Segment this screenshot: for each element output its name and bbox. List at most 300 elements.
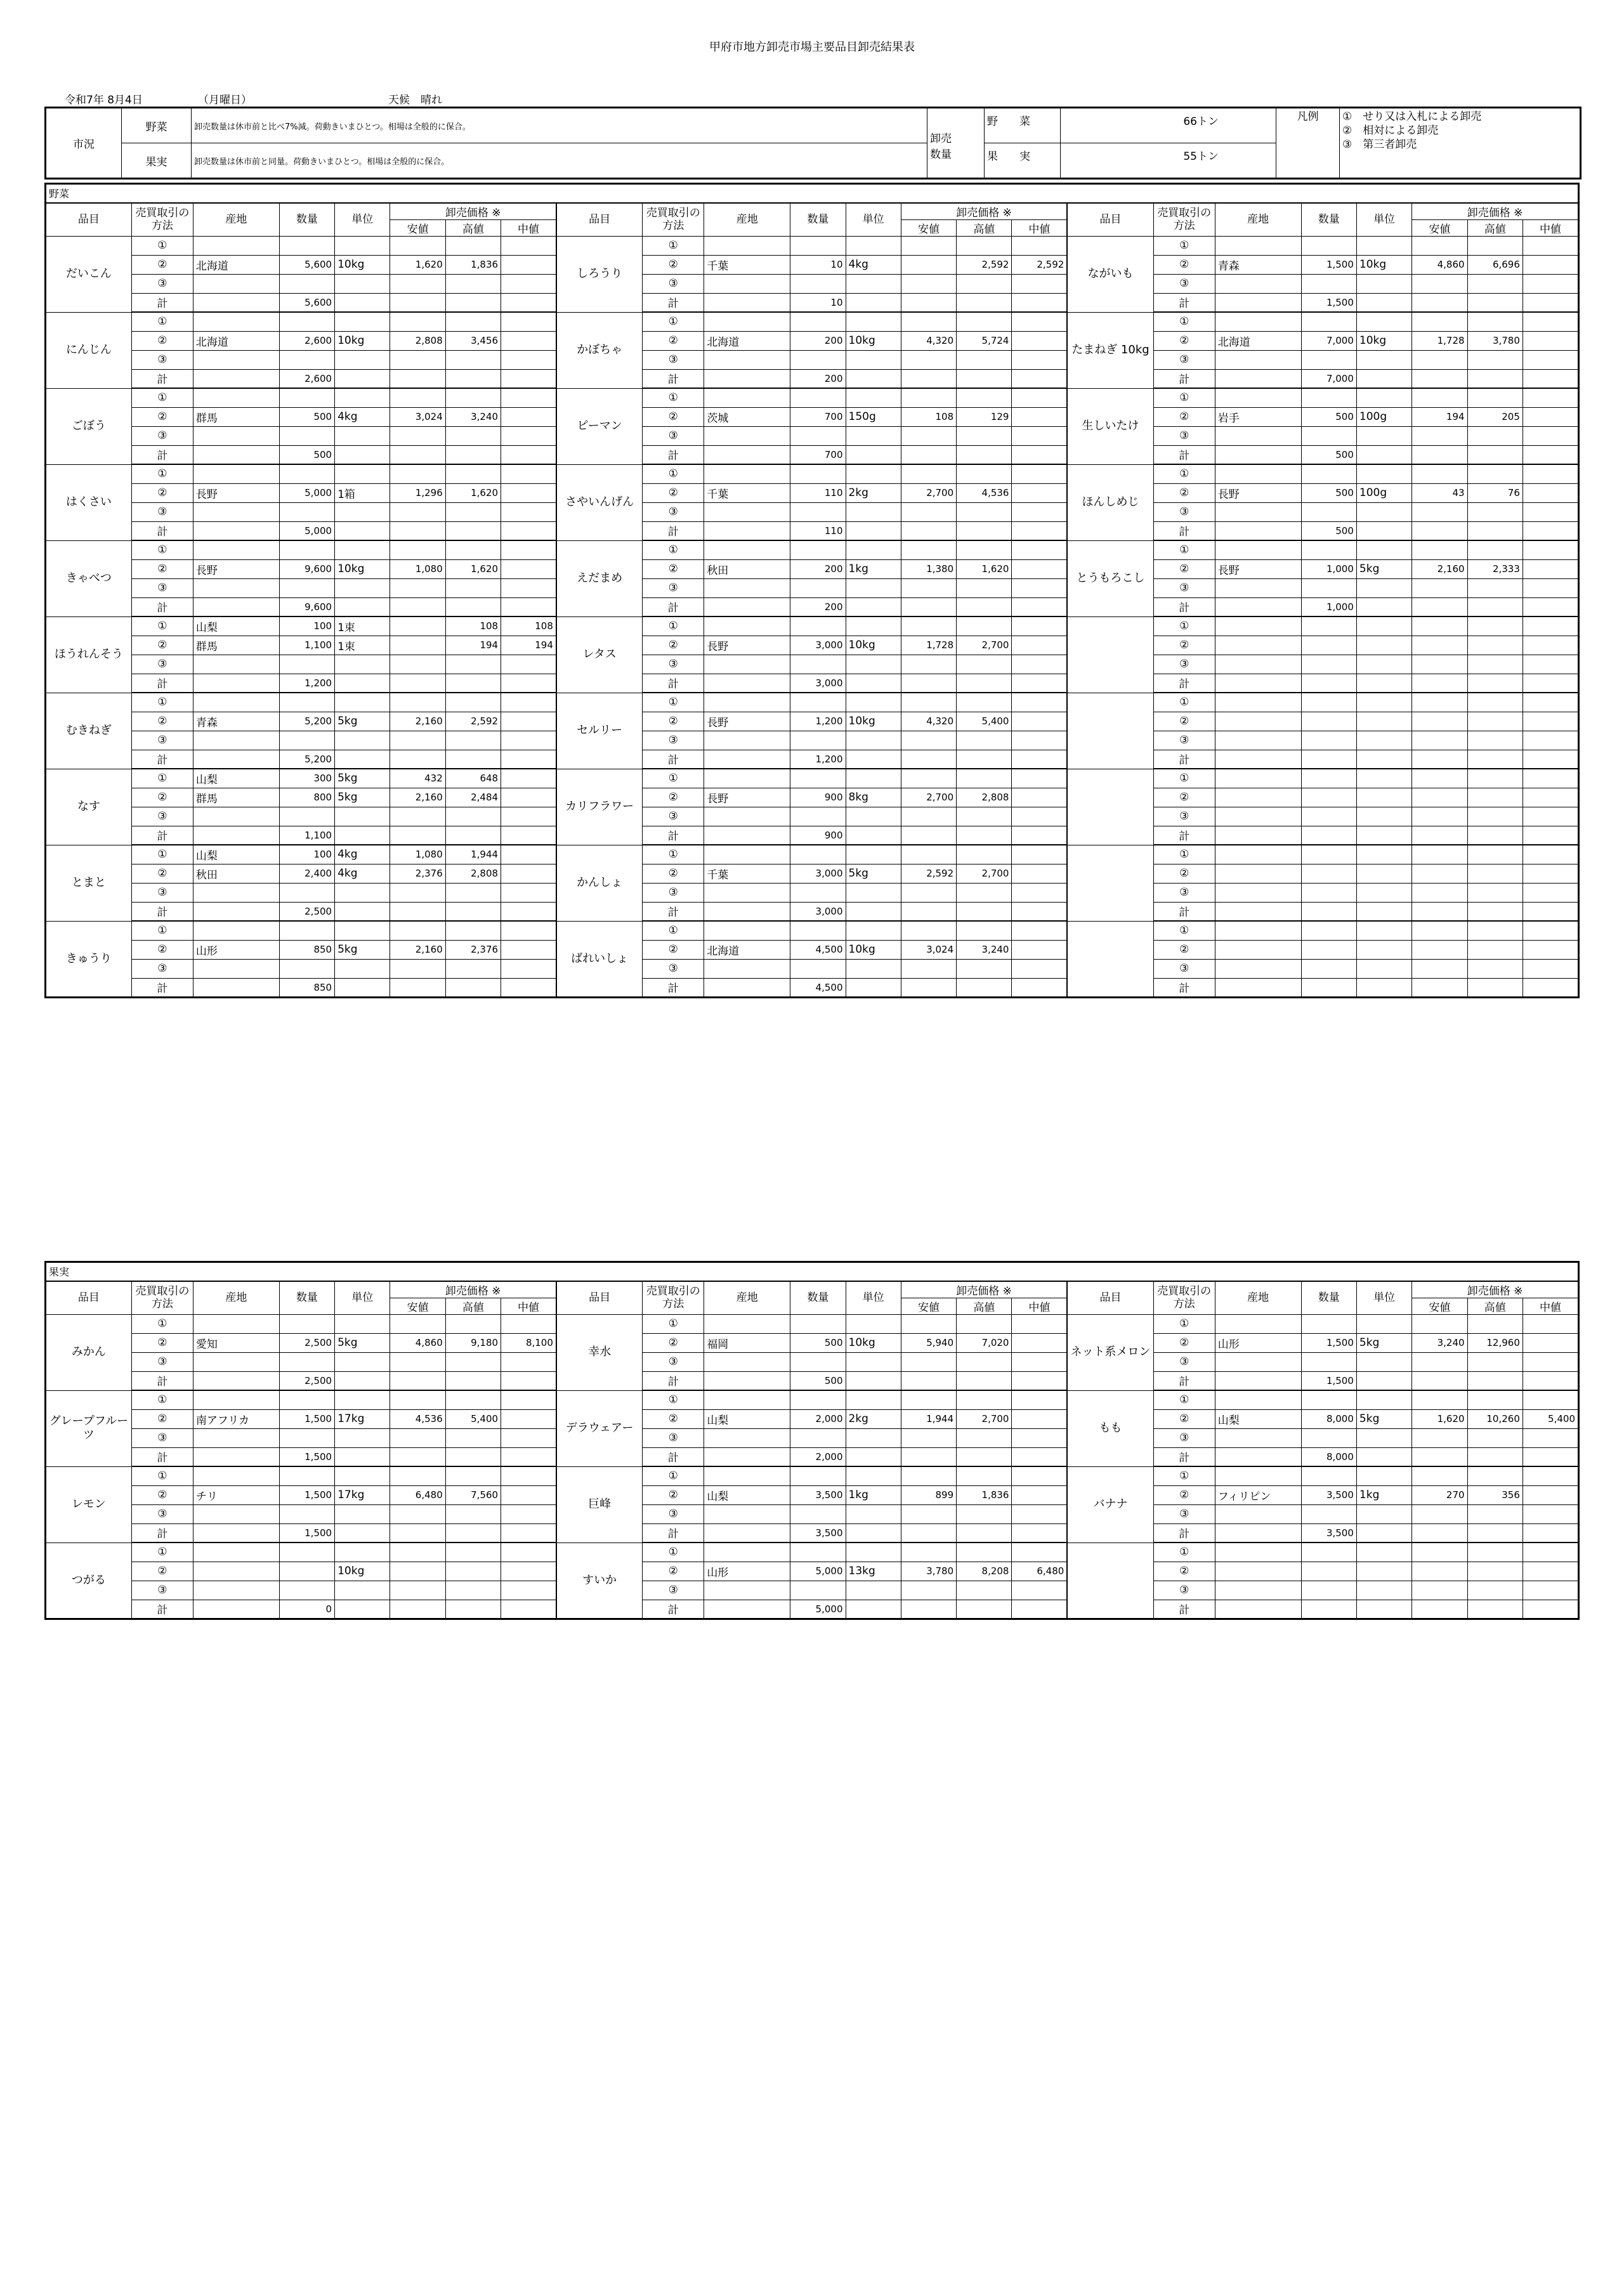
low-price-cell (1412, 369, 1467, 388)
mid-price-cell (1012, 407, 1067, 426)
method-code: ② (643, 788, 704, 807)
low-price-cell (390, 1581, 445, 1600)
method-code: ③ (1153, 426, 1215, 445)
origin-cell (1215, 921, 1301, 940)
low-price-cell: 4,860 (390, 1333, 445, 1352)
high-price-cell (957, 1447, 1012, 1466)
mid-price-cell (501, 769, 556, 788)
low-price-cell (901, 883, 956, 902)
quantity-cell: 1,500 (279, 1485, 334, 1504)
quantity-cell (790, 1466, 846, 1485)
high-price-cell: 9,180 (445, 1333, 501, 1352)
quantity-cell (1301, 902, 1356, 921)
unit-cell (846, 578, 901, 597)
origin-cell (193, 1428, 279, 1447)
unit-cell (846, 750, 901, 769)
high-price-cell (957, 883, 1012, 902)
mid-price-cell (1522, 1352, 1578, 1371)
origin-cell (1215, 1390, 1301, 1409)
column-header-method: 売買取引の方法 (131, 1281, 193, 1315)
item-name: ながいも (1067, 236, 1153, 312)
unit-cell: 5kg (846, 864, 901, 883)
method-code: 計 (131, 902, 193, 921)
low-price-cell (901, 1504, 956, 1523)
high-price-cell (957, 826, 1012, 845)
unit-cell: 2kg (846, 483, 901, 502)
unit-cell (335, 1543, 390, 1562)
method-code: ③ (131, 274, 193, 293)
method-code: ① (643, 464, 704, 483)
mid-price-cell (1012, 331, 1067, 350)
quantity-cell: 8,000 (1301, 1447, 1356, 1466)
method-code: ② (131, 864, 193, 883)
item-name (1067, 1543, 1153, 1619)
high-price-cell: 356 (1467, 1485, 1522, 1504)
mid-price-cell (1012, 236, 1067, 255)
report-date: 令和7年 8月4日 (65, 94, 143, 107)
quantity-cell: 500 (1301, 521, 1356, 540)
origin-cell: 山梨 (193, 616, 279, 636)
origin-cell (193, 693, 279, 712)
unit-cell (1356, 445, 1411, 464)
unit-cell (846, 807, 901, 826)
high-price-cell (445, 236, 501, 255)
unit-cell (846, 1466, 901, 1485)
origin-cell: 青森 (1215, 255, 1301, 274)
quantity-cell: 3,500 (790, 1523, 846, 1543)
method-code: ③ (131, 1428, 193, 1447)
method-code: ① (1153, 1314, 1215, 1333)
column-header-method: 売買取引の方法 (1153, 1281, 1215, 1315)
low-price-cell (390, 426, 445, 445)
quantity-cell (790, 388, 846, 407)
high-price-cell (1467, 1543, 1522, 1562)
mid-price-cell (1012, 293, 1067, 312)
mid-price-cell (1012, 1485, 1067, 1504)
method-code: ② (1153, 788, 1215, 807)
low-price-cell (390, 655, 445, 674)
high-price-cell: 7,560 (445, 1485, 501, 1504)
low-price-cell (901, 255, 956, 274)
origin-cell (1215, 902, 1301, 921)
low-price-cell (901, 1428, 956, 1447)
low-price-cell (390, 1428, 445, 1447)
quantity-cell (279, 883, 334, 902)
quantity-cell: 500 (1301, 483, 1356, 502)
low-price-cell (390, 1466, 445, 1485)
origin-cell (193, 540, 279, 559)
mid-price-cell (1522, 616, 1578, 636)
method-code: ① (643, 236, 704, 255)
high-price-cell: 1,836 (957, 1485, 1012, 1504)
vegetable-results-table (44, 183, 1580, 998)
method-code: ② (643, 407, 704, 426)
unit-cell (335, 655, 390, 674)
unit-cell (335, 674, 390, 693)
unit-cell: 17kg (335, 1409, 390, 1428)
mid-price-cell (501, 1390, 556, 1409)
high-price-cell (445, 578, 501, 597)
origin-cell (1215, 1447, 1301, 1466)
low-price-cell: 2,592 (901, 864, 956, 883)
method-code: ③ (131, 502, 193, 521)
high-price-cell (1467, 293, 1522, 312)
unit-cell (846, 540, 901, 559)
low-price-cell (901, 1523, 956, 1543)
method-code: ③ (131, 578, 193, 597)
mid-price-cell (1522, 1562, 1578, 1581)
unit-cell (335, 1523, 390, 1543)
low-price-cell (901, 350, 956, 369)
low-price-cell (1412, 712, 1467, 731)
quantity-cell: 500 (1301, 445, 1356, 464)
origin-cell (704, 731, 790, 750)
quantity-cell (790, 236, 846, 255)
mid-price-cell (1522, 578, 1578, 597)
mid-price-cell (1522, 940, 1578, 959)
item-name: デラウェアー (556, 1390, 643, 1466)
column-header-high: 高値 (957, 219, 1012, 236)
origin-cell (704, 769, 790, 788)
mid-price-cell (1012, 1466, 1067, 1485)
origin-cell: 福岡 (704, 1333, 790, 1352)
quantity-cell (279, 350, 334, 369)
unit-cell (335, 921, 390, 940)
origin-cell (704, 845, 790, 864)
mid-price-cell (1522, 655, 1578, 674)
unit-cell (846, 350, 901, 369)
quantity-cell: 200 (790, 369, 846, 388)
high-price-cell: 194 (445, 636, 501, 655)
high-price-cell (445, 1314, 501, 1333)
high-price-cell (957, 274, 1012, 293)
item-name: だいこん (46, 236, 132, 312)
method-code: ③ (131, 655, 193, 674)
mid-price-cell (501, 274, 556, 293)
low-price-cell (1412, 959, 1467, 978)
low-price-cell: 5,940 (901, 1333, 956, 1352)
unit-cell (335, 597, 390, 616)
quantity-cell (790, 1543, 846, 1562)
mid-price-cell (1012, 426, 1067, 445)
column-header-low: 安値 (390, 1298, 445, 1314)
low-price-cell (901, 1581, 956, 1600)
mid-price-cell (1522, 1428, 1578, 1447)
unit-cell (1356, 578, 1411, 597)
unit-cell (335, 464, 390, 483)
method-code: ① (131, 616, 193, 636)
mid-price-cell (1522, 1371, 1578, 1390)
origin-cell (704, 978, 790, 997)
low-price-cell (1412, 1581, 1467, 1600)
high-price-cell (445, 1428, 501, 1447)
mid-price-cell (501, 426, 556, 445)
item-name: ピーマン (556, 388, 643, 464)
unit-cell: 4kg (846, 255, 901, 274)
unit-cell: 1kg (846, 559, 901, 578)
unit-cell (335, 1428, 390, 1447)
low-price-cell (901, 902, 956, 921)
origin-cell: 群馬 (193, 407, 279, 426)
low-price-cell (901, 1466, 956, 1485)
low-price-cell (390, 312, 445, 331)
mid-price-cell (1522, 388, 1578, 407)
unit-cell (1356, 750, 1411, 769)
origin-cell (704, 1428, 790, 1447)
origin-cell (1215, 540, 1301, 559)
unit-cell (1356, 502, 1411, 521)
method-code: ② (131, 483, 193, 502)
high-price-cell: 1,620 (445, 559, 501, 578)
column-header-unit: 単位 (335, 203, 390, 237)
mid-price-cell (1012, 597, 1067, 616)
low-price-cell (1412, 388, 1467, 407)
unit-cell (1356, 940, 1411, 959)
low-price-cell (390, 826, 445, 845)
high-price-cell (957, 769, 1012, 788)
origin-cell: フィリピン (1215, 1485, 1301, 1504)
high-price-cell (1467, 864, 1522, 883)
item-name: レモン (46, 1466, 132, 1543)
origin-cell (193, 1352, 279, 1371)
origin-cell (704, 1314, 790, 1333)
mid-price-cell (501, 959, 556, 978)
unit-cell (335, 978, 390, 997)
method-code: ③ (1153, 350, 1215, 369)
high-price-cell (1467, 959, 1522, 978)
method-code: ② (643, 712, 704, 731)
mid-price-cell (1012, 674, 1067, 693)
quantity-cell (279, 1562, 334, 1581)
low-price-cell (1412, 636, 1467, 655)
quantity-cell: 5,000 (279, 521, 334, 540)
method-code: 計 (131, 674, 193, 693)
mid-price-cell (1522, 1447, 1578, 1466)
low-price-cell (901, 750, 956, 769)
mid-price-cell (1012, 1543, 1067, 1562)
unit-cell (335, 883, 390, 902)
mid-price-cell (1522, 864, 1578, 883)
high-price-cell: 1,620 (957, 559, 1012, 578)
high-price-cell (445, 1504, 501, 1523)
method-code: ② (1153, 1333, 1215, 1352)
unit-cell: 10kg (335, 255, 390, 274)
quantity-cell: 2,500 (279, 1371, 334, 1390)
origin-cell (193, 1390, 279, 1409)
method-code: 計 (643, 1371, 704, 1390)
quantity-cell: 5,200 (279, 750, 334, 769)
high-price-cell: 5,400 (957, 712, 1012, 731)
low-price-cell (390, 1314, 445, 1333)
quantity-cell (1301, 693, 1356, 712)
unit-cell (846, 845, 901, 864)
quantity-cell (1301, 578, 1356, 597)
unit-cell: 10kg (846, 331, 901, 350)
method-code: ② (131, 1333, 193, 1352)
origin-cell (1215, 883, 1301, 902)
origin-cell: 長野 (193, 559, 279, 578)
method-code: 計 (643, 1600, 704, 1619)
high-price-cell (957, 312, 1012, 331)
low-price-cell (901, 464, 956, 483)
quantity-cell (790, 693, 846, 712)
origin-cell (704, 1466, 790, 1485)
quantity-cell (279, 1543, 334, 1562)
low-price-cell (390, 1390, 445, 1409)
unit-cell (335, 1314, 390, 1333)
quantity-cell (279, 388, 334, 407)
method-code: ② (131, 331, 193, 350)
low-price-cell (901, 445, 956, 464)
mid-price-cell (501, 826, 556, 845)
mid-price-cell (501, 350, 556, 369)
mid-price-cell (1522, 274, 1578, 293)
high-price-cell (1467, 1504, 1522, 1523)
mid-price-cell (501, 521, 556, 540)
high-price-cell (1467, 1428, 1522, 1447)
quantity-cell (790, 350, 846, 369)
origin-cell (704, 1543, 790, 1562)
method-code: ③ (131, 807, 193, 826)
item-name: とうもろこし (1067, 540, 1153, 616)
method-code: ② (643, 331, 704, 350)
origin-cell (193, 597, 279, 616)
high-price-cell (957, 693, 1012, 712)
unit-cell (1356, 274, 1411, 293)
unit-cell (846, 445, 901, 464)
origin-cell: 長野 (193, 483, 279, 502)
mid-price-cell (1012, 731, 1067, 750)
method-code: 計 (643, 750, 704, 769)
high-price-cell (957, 616, 1012, 636)
origin-cell: 愛知 (193, 1333, 279, 1352)
market-label: 市況 (46, 108, 122, 179)
low-price-cell (901, 1371, 956, 1390)
quantity-cell: 1,200 (790, 750, 846, 769)
high-price-cell (957, 1371, 1012, 1390)
column-header-price: 卸売価格 ※ (901, 203, 1067, 220)
market-veg-comment: 卸売数量は休市前と比べ7%減。荷動きいまひとつ。相場は全般的に保合。 (192, 108, 927, 143)
unit-cell (846, 1371, 901, 1390)
high-price-cell (1467, 426, 1522, 445)
mid-price-cell (1012, 636, 1067, 655)
item-name: はくさい (46, 464, 132, 540)
quantity-cell (790, 807, 846, 826)
low-price-cell (901, 1447, 956, 1466)
mid-price-cell (1012, 540, 1067, 559)
quantity-cell (1301, 883, 1356, 902)
method-code: 計 (643, 902, 704, 921)
mid-price-cell (1522, 540, 1578, 559)
mid-price-cell (1012, 902, 1067, 921)
mid-price-cell (501, 369, 556, 388)
origin-cell (1215, 1371, 1301, 1390)
origin-cell (1215, 1428, 1301, 1447)
low-price-cell (1412, 902, 1467, 921)
mid-price-cell (501, 940, 556, 959)
unit-cell (846, 1504, 901, 1523)
method-code: 計 (1153, 826, 1215, 845)
quantity-cell (279, 540, 334, 559)
origin-cell (193, 350, 279, 369)
origin-cell (1215, 445, 1301, 464)
quantity-cell: 1,500 (1301, 293, 1356, 312)
low-price-cell: 2,160 (390, 940, 445, 959)
origin-cell (193, 978, 279, 997)
high-price-cell (1467, 978, 1522, 997)
mid-price-cell (1522, 407, 1578, 426)
high-price-cell (445, 959, 501, 978)
high-price-cell (957, 426, 1012, 445)
origin-cell (704, 293, 790, 312)
low-price-cell: 1,296 (390, 483, 445, 502)
unit-cell (335, 236, 390, 255)
method-code: 計 (643, 521, 704, 540)
mid-price-cell (1012, 1523, 1067, 1543)
quantity-cell (1301, 388, 1356, 407)
unit-cell (846, 902, 901, 921)
low-price-cell (901, 578, 956, 597)
origin-cell: 長野 (704, 636, 790, 655)
quantity-cell (279, 578, 334, 597)
legend-label: 凡例 (1276, 108, 1340, 179)
low-price-cell (901, 769, 956, 788)
unit-cell: 10kg (335, 559, 390, 578)
high-price-cell (957, 521, 1012, 540)
unit-cell: 10kg (846, 940, 901, 959)
high-price-cell (445, 1352, 501, 1371)
unit-cell (1356, 959, 1411, 978)
high-price-cell (1467, 1523, 1522, 1543)
low-price-cell (901, 426, 956, 445)
method-code: ③ (643, 959, 704, 978)
method-code: ③ (643, 731, 704, 750)
origin-cell (1215, 1581, 1301, 1600)
origin-cell (1215, 788, 1301, 807)
quantity-cell: 2,000 (790, 1447, 846, 1466)
mid-price-cell (501, 1371, 556, 1390)
mid-price-cell (1012, 769, 1067, 788)
low-price-cell: 43 (1412, 483, 1467, 502)
low-price-cell (901, 807, 956, 826)
item-name: かんしょ (556, 845, 643, 921)
column-header-low: 安値 (1412, 1298, 1467, 1314)
market-fruit-comment: 卸売数量は休市前と同量。荷動きいまひとつ。相場は全般的に保合。 (192, 143, 927, 179)
high-price-cell (1467, 826, 1522, 845)
low-price-cell (901, 845, 956, 864)
document-title: 甲府市地方卸売市場主要品目卸売結果表 (709, 41, 915, 54)
quantity-cell (790, 312, 846, 331)
unit-cell (335, 807, 390, 826)
mid-price-cell: 108 (501, 616, 556, 636)
high-price-cell (445, 426, 501, 445)
item-name: 幸水 (556, 1314, 643, 1390)
low-price-cell (901, 521, 956, 540)
quantity-cell (790, 426, 846, 445)
origin-cell (704, 1352, 790, 1371)
origin-cell (193, 445, 279, 464)
item-name: つがる (46, 1543, 132, 1619)
origin-cell (1215, 464, 1301, 483)
high-price-cell: 76 (1467, 483, 1522, 502)
fruit-volume-label: 果 実 (985, 143, 1061, 179)
unit-cell (1356, 1600, 1411, 1619)
quantity-cell (279, 693, 334, 712)
method-code: ① (643, 921, 704, 940)
low-price-cell (390, 502, 445, 521)
quantity-cell: 2,600 (279, 369, 334, 388)
quantity-cell: 9,600 (279, 597, 334, 616)
